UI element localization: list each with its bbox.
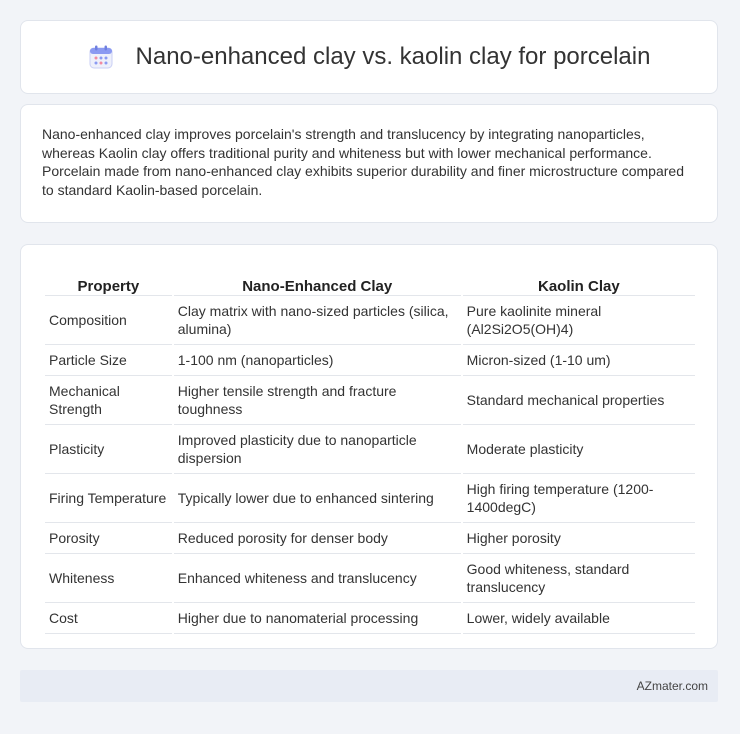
intro-paragraph: Nano-enhanced clay improves porcelain's strength and translucency by integrating nanoparticles, whereas Kaolin clay offers traditional purity and whiteness but with lower mechanical performance. Porcelain made from nano-enhanced clay exhibits superior durability and finer microstructure compared to standard Kaolin-based porcelain. (42, 126, 684, 198)
kaolin-cell: Lower, widely available (463, 603, 695, 634)
kaolin-cell: Standard mechanical properties (463, 376, 695, 425)
property-cell: Composition (45, 296, 172, 345)
kaolin-cell: Moderate plasticity (463, 425, 695, 474)
kaolin-cell: Pure kaolinite mineral (Al2Si2O5(OH)4) (463, 296, 695, 345)
footer-bar (20, 670, 718, 702)
nano-cell: Reduced porosity for denser body (174, 523, 461, 554)
comparison-table (43, 263, 697, 634)
kaolin-cell: Higher porosity (463, 523, 695, 554)
footer-brand-link[interactable]: AZmater.com (636, 679, 708, 693)
table-row (45, 523, 695, 554)
kaolin-cell: Micron-sized (1-10 um) (463, 345, 695, 376)
nano-cell: Higher tensile strength and fracture toughness (174, 376, 461, 425)
nano-cell: Clay matrix with nano-sized particles (silica, alumina) (174, 296, 461, 345)
column-header-kaolin: Kaolin Clay (463, 263, 695, 296)
column-header-property: Property (45, 263, 172, 296)
calendar-icon (88, 44, 114, 70)
property-cell: Particle Size (45, 345, 172, 376)
table-row (45, 603, 695, 634)
table-row (45, 376, 695, 425)
nano-cell: Improved plasticity due to nanoparticle dispersion (174, 425, 461, 474)
nano-cell: Typically lower due to enhanced sintering (174, 474, 461, 523)
property-cell: Porosity (45, 523, 172, 554)
table-row (45, 554, 695, 603)
kaolin-cell: Good whiteness, standard translucency (463, 554, 695, 603)
kaolin-cell: High firing temperature (1200-1400degC) (463, 474, 695, 523)
title-card (20, 20, 718, 94)
intro-card (20, 104, 718, 223)
table-row (45, 425, 695, 474)
column-header-nano: Nano-Enhanced Clay (174, 263, 461, 296)
page-title: Nano-enhanced clay vs. kaolin clay for porcelain (135, 43, 651, 70)
property-cell: Plasticity (45, 425, 172, 474)
table-row (45, 345, 695, 376)
property-cell: Whiteness (45, 554, 172, 603)
property-cell: Cost (45, 603, 172, 634)
nano-cell: Higher due to nanomaterial processing (174, 603, 461, 634)
property-cell: Mechanical Strength (45, 376, 172, 425)
property-cell: Firing Temperature (45, 474, 172, 523)
nano-cell: 1-100 nm (nanoparticles) (174, 345, 461, 376)
table-row (45, 474, 695, 523)
nano-cell: Enhanced whiteness and translucency (174, 554, 461, 603)
comparison-card (20, 244, 718, 649)
table-row (45, 296, 695, 345)
table-header-row (45, 263, 695, 296)
